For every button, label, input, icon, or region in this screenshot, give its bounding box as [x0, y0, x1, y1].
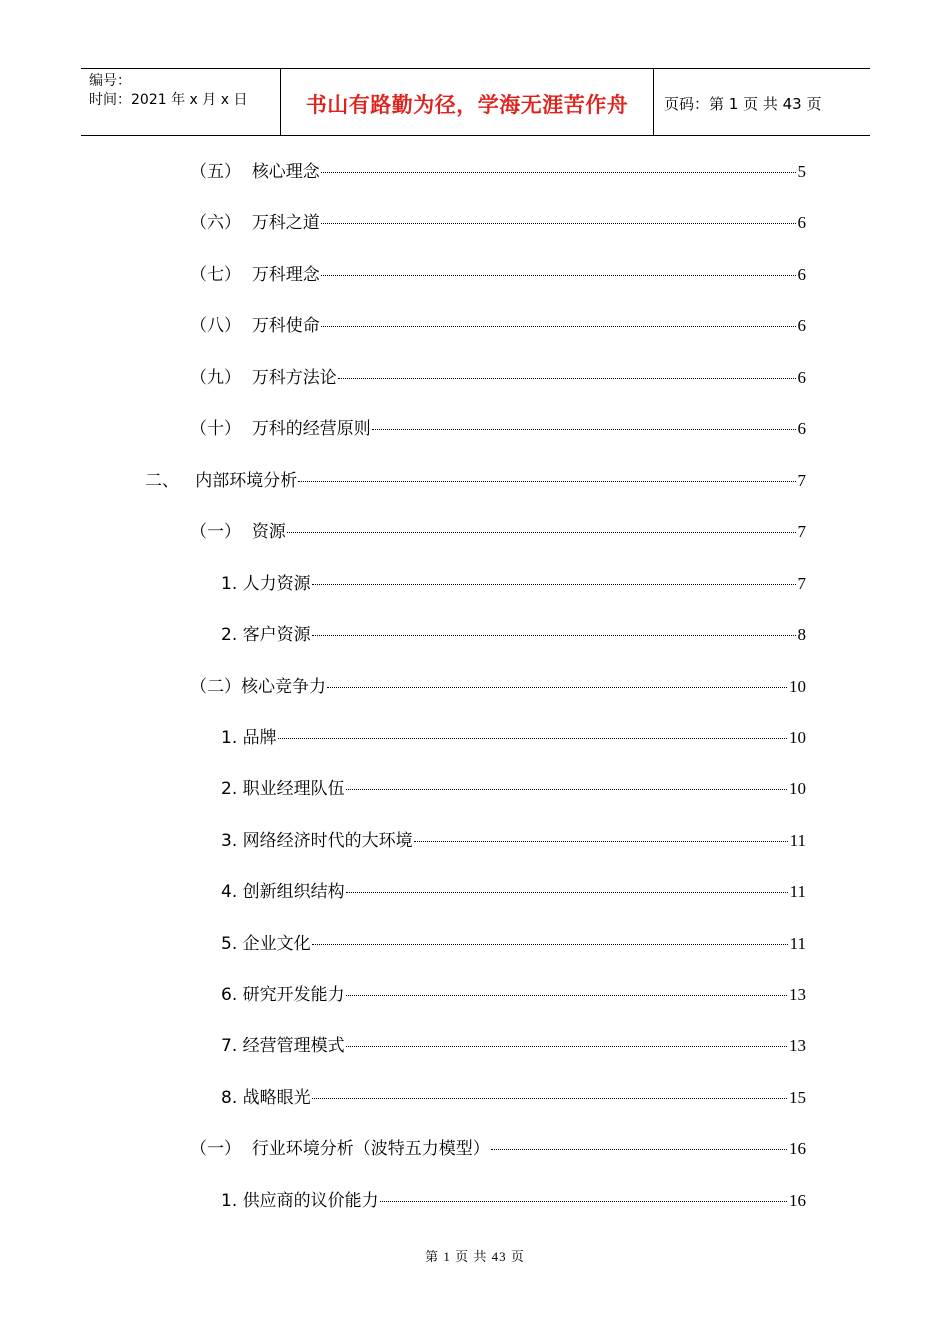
header-motto: [281, 69, 654, 135]
toc-dot-leader: [312, 635, 796, 636]
toc-entry-title: 万科之道: [251, 213, 320, 233]
toc-entry-page: 7: [797, 574, 806, 593]
toc-entry-number: （一）: [190, 1139, 252, 1159]
toc-entry-title: 核心理念: [251, 162, 320, 182]
doc-time-label: 时间：2021 年 x 月 x 日: [89, 92, 248, 108]
toc-dot-leader: [414, 841, 788, 842]
toc-entry-title: 资源: [251, 522, 286, 542]
toc-entry-number: （一）: [190, 522, 252, 542]
page-footer: [0, 1246, 950, 1265]
toc-dot-leader: [327, 687, 787, 688]
toc-entry[interactable]: [190, 1137, 806, 1161]
toc-entry-page: 16: [789, 1139, 806, 1158]
toc-entry-title: 万科理念: [251, 265, 320, 285]
toc-entry-page: 6: [797, 419, 806, 438]
toc-entry-title: 万科使命: [251, 316, 320, 336]
toc-entry-number: 2.: [221, 779, 243, 799]
toc-entry-page: 7: [797, 471, 806, 490]
footer-page-number: 第 1 页 共 43 页: [425, 1249, 525, 1264]
toc-dot-leader: [346, 892, 788, 893]
toc-dot-leader: [372, 429, 796, 430]
toc-dot-leader: [287, 532, 796, 533]
toc-entry[interactable]: [190, 366, 806, 390]
toc-entry-page: 11: [789, 934, 806, 953]
toc-entry-page: 11: [789, 831, 806, 850]
toc-entry-number: 5.: [221, 934, 243, 954]
toc-entry-number: 二、: [145, 471, 196, 491]
toc-dot-leader: [312, 584, 796, 585]
toc-entry[interactable]: [221, 829, 806, 853]
toc-entry[interactable]: [221, 777, 806, 801]
toc-dot-leader: [312, 944, 788, 945]
toc-entry-page: 11: [789, 882, 806, 901]
toc-entry-title: 创新组织结构: [242, 882, 345, 902]
toc-entry[interactable]: [145, 469, 806, 493]
toc-entry[interactable]: [190, 160, 806, 184]
toc-dot-leader: [346, 1046, 787, 1047]
toc-entry-page: 6: [797, 368, 806, 387]
toc-entry[interactable]: [190, 211, 806, 235]
toc-entry-title: 客户资源: [242, 625, 311, 645]
toc-entry[interactable]: [190, 417, 806, 441]
header-meta: [81, 69, 281, 135]
toc-entry-page: 6: [797, 213, 806, 232]
toc-entry-page: 6: [797, 265, 806, 284]
motto-text: 书山有路勤为径，学海无涯苦作舟: [305, 93, 629, 117]
toc-entry-page: 15: [789, 1088, 806, 1107]
toc-entry-number: 1.: [221, 728, 243, 748]
toc-dot-leader: [298, 481, 795, 482]
toc-entry[interactable]: [221, 572, 806, 596]
toc-entry-number: 4.: [221, 882, 243, 902]
toc-entry[interactable]: [221, 880, 806, 904]
toc-entry[interactable]: [221, 932, 806, 956]
toc-entry[interactable]: [190, 675, 806, 699]
toc-entry-number: （五）: [190, 162, 252, 182]
toc-entry[interactable]: [190, 314, 806, 338]
toc-entry[interactable]: [190, 520, 806, 544]
toc-dot-leader: [346, 789, 787, 790]
toc-dot-leader: [312, 1098, 787, 1099]
toc-entry-page: 10: [789, 728, 806, 747]
toc-entry-title: 人力资源: [242, 574, 311, 594]
toc-entry-title: 网络经济时代的大环境: [242, 831, 413, 851]
toc-entry-title: 万科的经营原则: [251, 419, 371, 439]
toc-entry-title: 企业文化: [242, 934, 311, 954]
page-header: [81, 68, 870, 136]
page-info-text: 页码：第 1 页 共 43 页: [664, 94, 822, 113]
toc-entry-number: 1.: [221, 1191, 243, 1211]
toc-entry-number: 8.: [221, 1088, 243, 1108]
toc-entry-number: （七）: [190, 265, 252, 285]
toc-entry-number: （八）: [190, 316, 252, 336]
toc-entry-title: 研究开发能力: [242, 985, 345, 1005]
toc-entry-number: 6.: [221, 985, 243, 1005]
toc-entry-page: 13: [789, 1036, 806, 1055]
toc-entry-title: 战略眼光: [242, 1088, 311, 1108]
toc-entry[interactable]: [221, 983, 806, 1007]
toc-entry-number: 7.: [221, 1036, 243, 1056]
toc-entry-page: 10: [789, 779, 806, 798]
toc-dot-leader: [321, 223, 796, 224]
toc-entry-number: （十）: [190, 419, 252, 439]
toc-dot-leader: [380, 1201, 787, 1202]
toc-entry-number: （二）: [190, 677, 241, 697]
toc-entry[interactable]: [221, 1034, 806, 1058]
doc-number-label: 编号：: [89, 73, 131, 89]
toc-dot-leader: [346, 995, 787, 996]
toc-dot-leader: [321, 275, 796, 276]
toc-entry-title: 内部环境分析: [195, 471, 298, 491]
header-page-info: [654, 69, 870, 135]
toc-entry-title: 职业经理队伍: [242, 779, 345, 799]
toc-dot-leader: [278, 738, 787, 739]
toc-entry-title: 万科方法论: [251, 368, 337, 388]
toc-entry-number: （六）: [190, 213, 252, 233]
toc-entry-title: 经营管理模式: [242, 1036, 345, 1056]
toc-dot-leader: [321, 326, 796, 327]
toc-entry-number: 1.: [221, 574, 243, 594]
toc-dot-leader: [321, 172, 796, 173]
toc-entry[interactable]: [221, 1086, 806, 1110]
toc-entry-page: 5: [797, 162, 806, 181]
toc-entry-page: 8: [797, 625, 806, 644]
toc-dot-leader: [491, 1149, 787, 1150]
toc-entry-page: 7: [797, 522, 806, 541]
toc-entry-number: 3.: [221, 831, 243, 851]
toc-entry-number: （九）: [190, 368, 252, 388]
toc-entry-page: 16: [789, 1191, 806, 1210]
toc-entry-page: 13: [789, 985, 806, 1004]
toc-entry-page: 10: [789, 677, 806, 696]
toc-entry-title: 供应商的议价能力: [242, 1191, 379, 1211]
toc-entry[interactable]: [221, 1189, 806, 1213]
toc-entry-title: 行业环境分析（波特五力模型）: [251, 1139, 490, 1159]
toc-entry[interactable]: [190, 263, 806, 287]
toc-entry-title: 品牌: [242, 728, 277, 748]
toc-entry[interactable]: [221, 726, 806, 750]
toc-entry[interactable]: [221, 623, 806, 647]
toc-dot-leader: [338, 378, 796, 379]
toc-entry-number: 2.: [221, 625, 243, 645]
toc-entry-page: 6: [797, 316, 806, 335]
toc-entry-title: 核心竞争力: [241, 677, 326, 697]
